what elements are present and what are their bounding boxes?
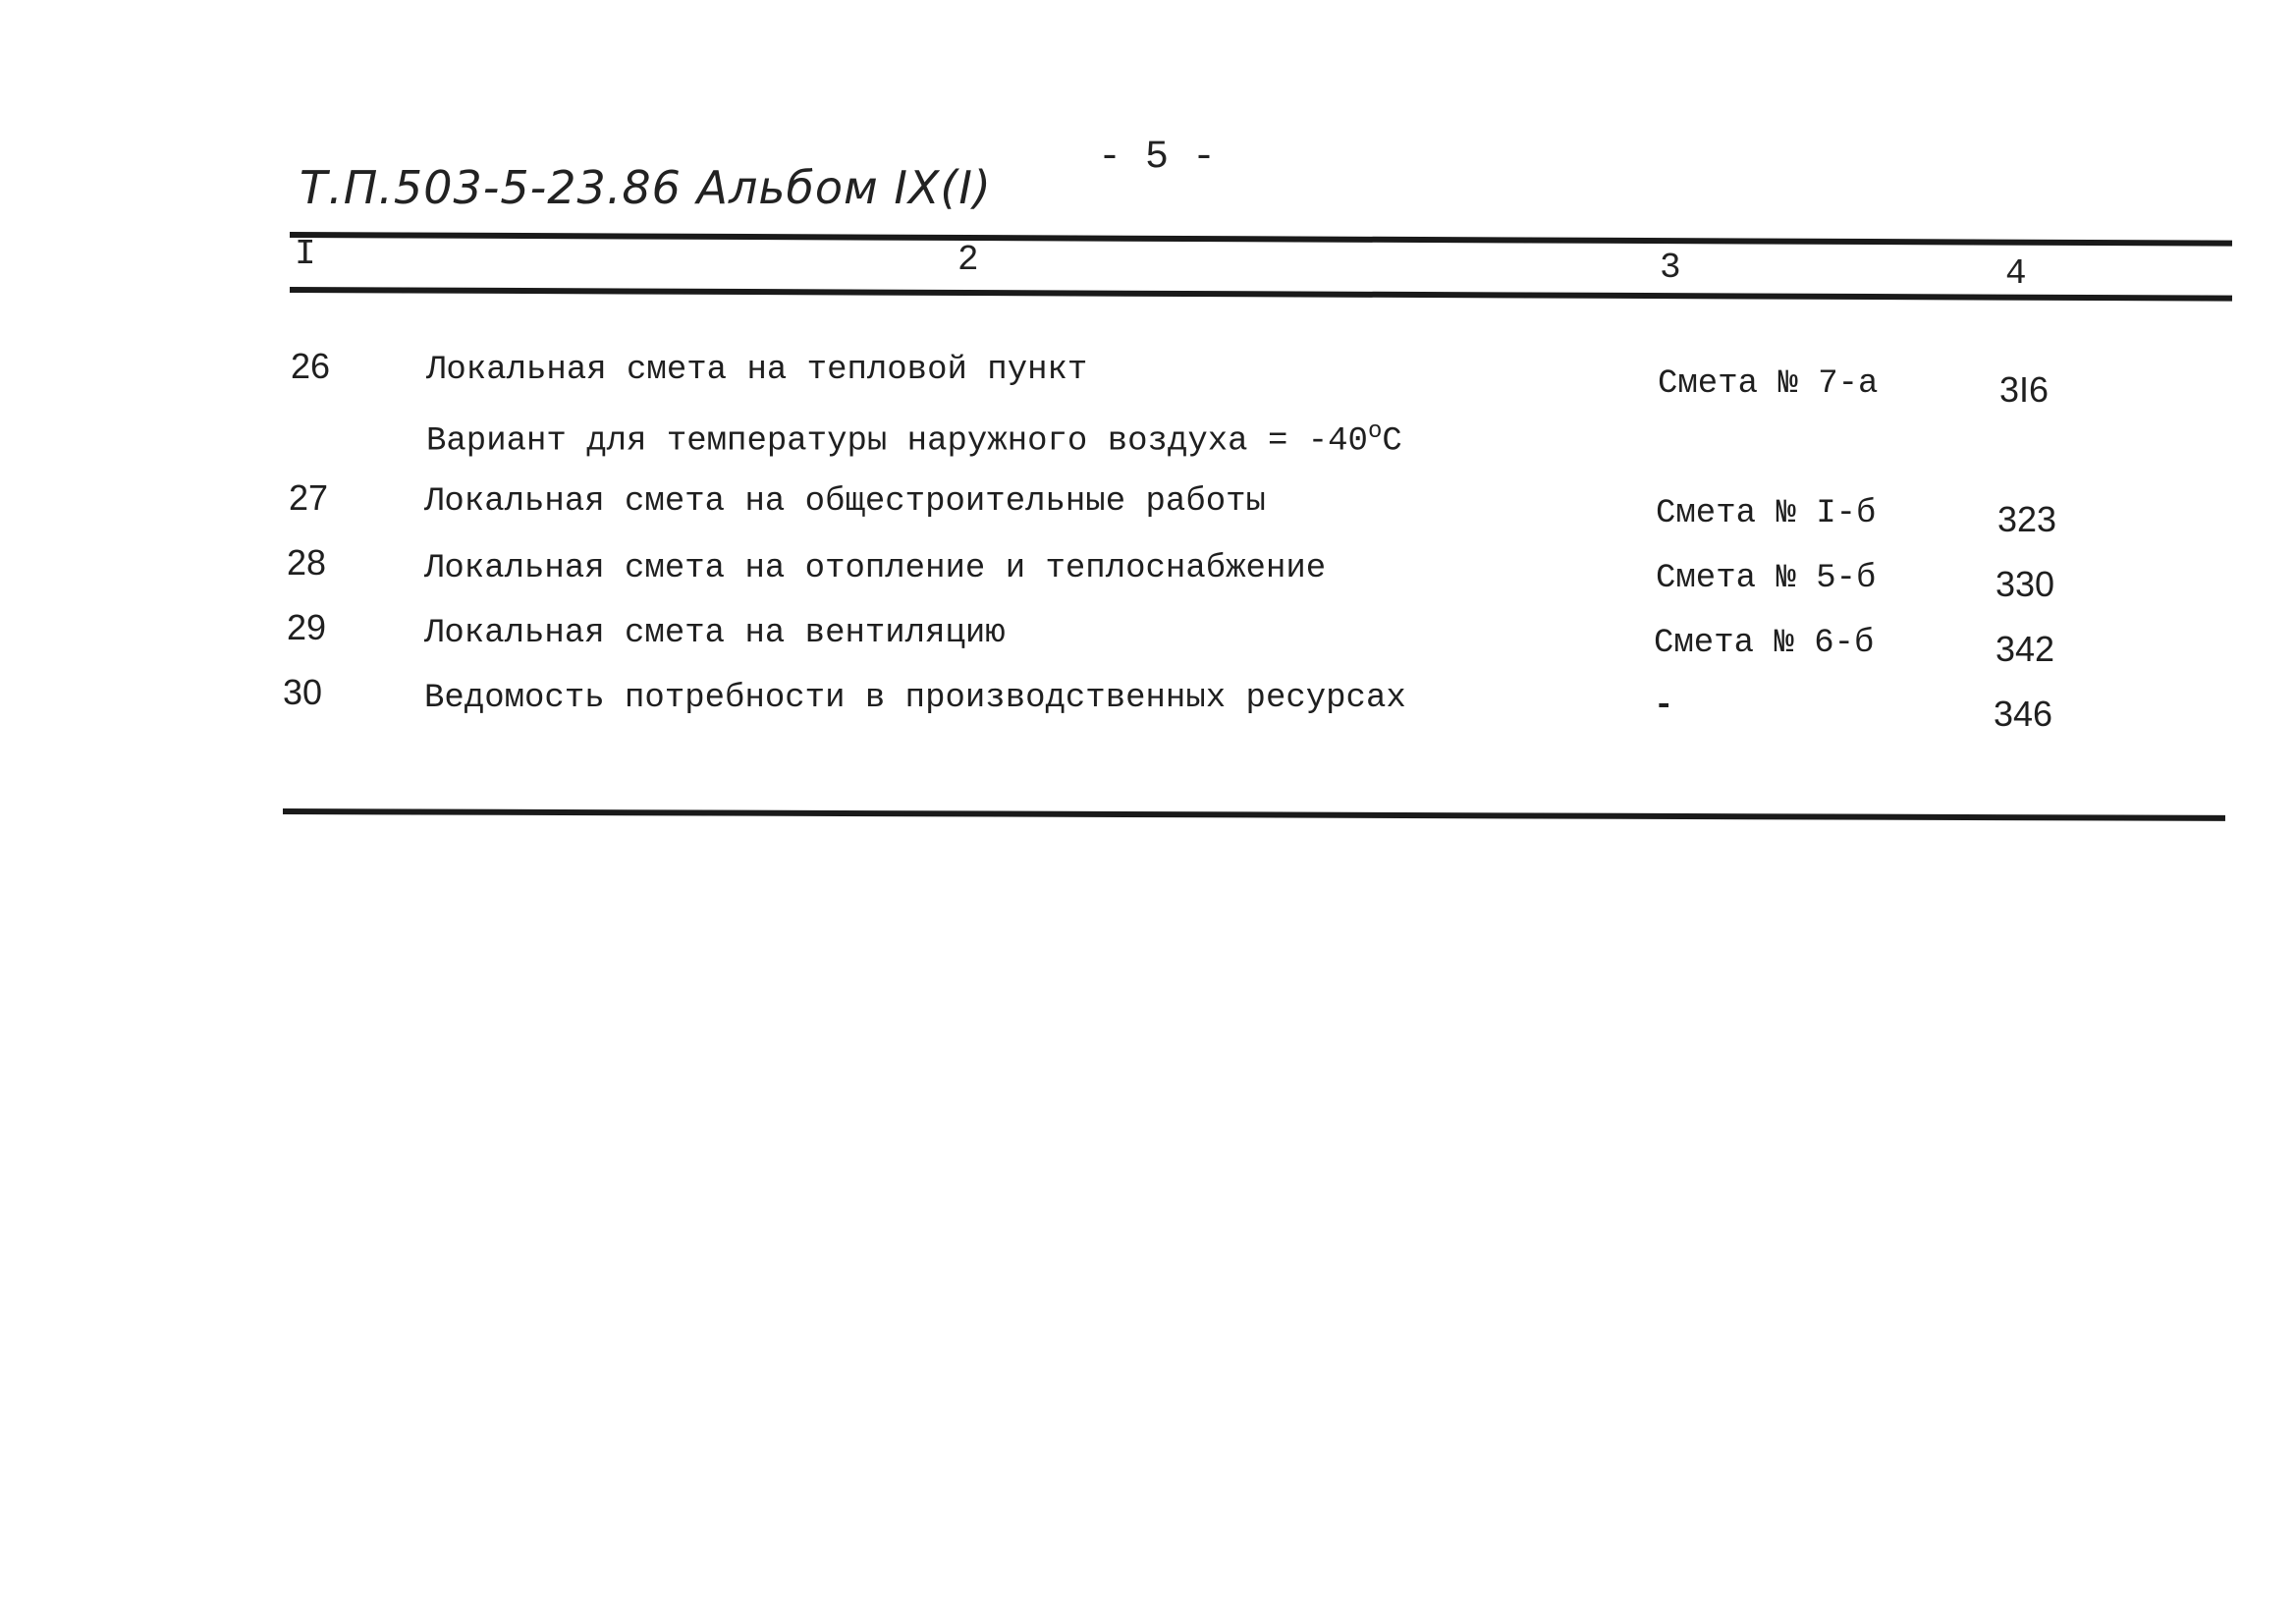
row-description: Локальная смета на общестроительные работы <box>424 483 1266 521</box>
row-page-ref: 330 <box>1995 564 2055 604</box>
page-number: - 5 - <box>1098 136 1217 180</box>
column-header-4: 4 <box>2005 253 2027 294</box>
row-page-ref: 3I6 <box>1999 369 2050 410</box>
column-header-2: 2 <box>957 240 979 280</box>
table-header-rule <box>290 287 2232 302</box>
row-estimate-code: Смета № 5-б <box>1656 560 1877 597</box>
document-title: Т.П.503-5-23.86 Альбом IX(I) <box>300 161 992 214</box>
row-estimate-code: Смета № I-б <box>1656 495 1877 532</box>
row-estimate-code: - <box>1654 688 1674 725</box>
row-page-ref: 342 <box>1995 629 2055 669</box>
row-number: 29 <box>287 607 327 647</box>
table-bottom-rule <box>283 808 2225 821</box>
table-top-rule <box>290 232 2232 247</box>
row-description: Локальная смета на отопление и теплоснабжение <box>424 550 1327 587</box>
row-number: 30 <box>283 672 323 712</box>
row-page-ref: 346 <box>1994 694 2053 734</box>
row-estimate-code: Смета № 7-а <box>1658 365 1879 403</box>
row-description: Локальная смета на вентиляцию <box>424 615 1006 652</box>
column-header-3: 3 <box>1660 248 1681 288</box>
row-estimate-code: Смета № 6-б <box>1654 625 1875 662</box>
row-description: Локальная смета на тепловой пункт <box>426 352 1088 389</box>
row-number: 26 <box>291 346 331 386</box>
row-page-ref: 323 <box>1997 499 2057 539</box>
row-description: Ведомость потребности в производственных ресурсах <box>424 680 1406 717</box>
row-description-continuation: Вариант для температуры наружного воздуха = $-40^оС$ <box>426 418 1402 461</box>
row-number: 27 <box>289 477 329 518</box>
row-number: 28 <box>287 542 327 583</box>
column-header-1: I <box>295 234 316 274</box>
